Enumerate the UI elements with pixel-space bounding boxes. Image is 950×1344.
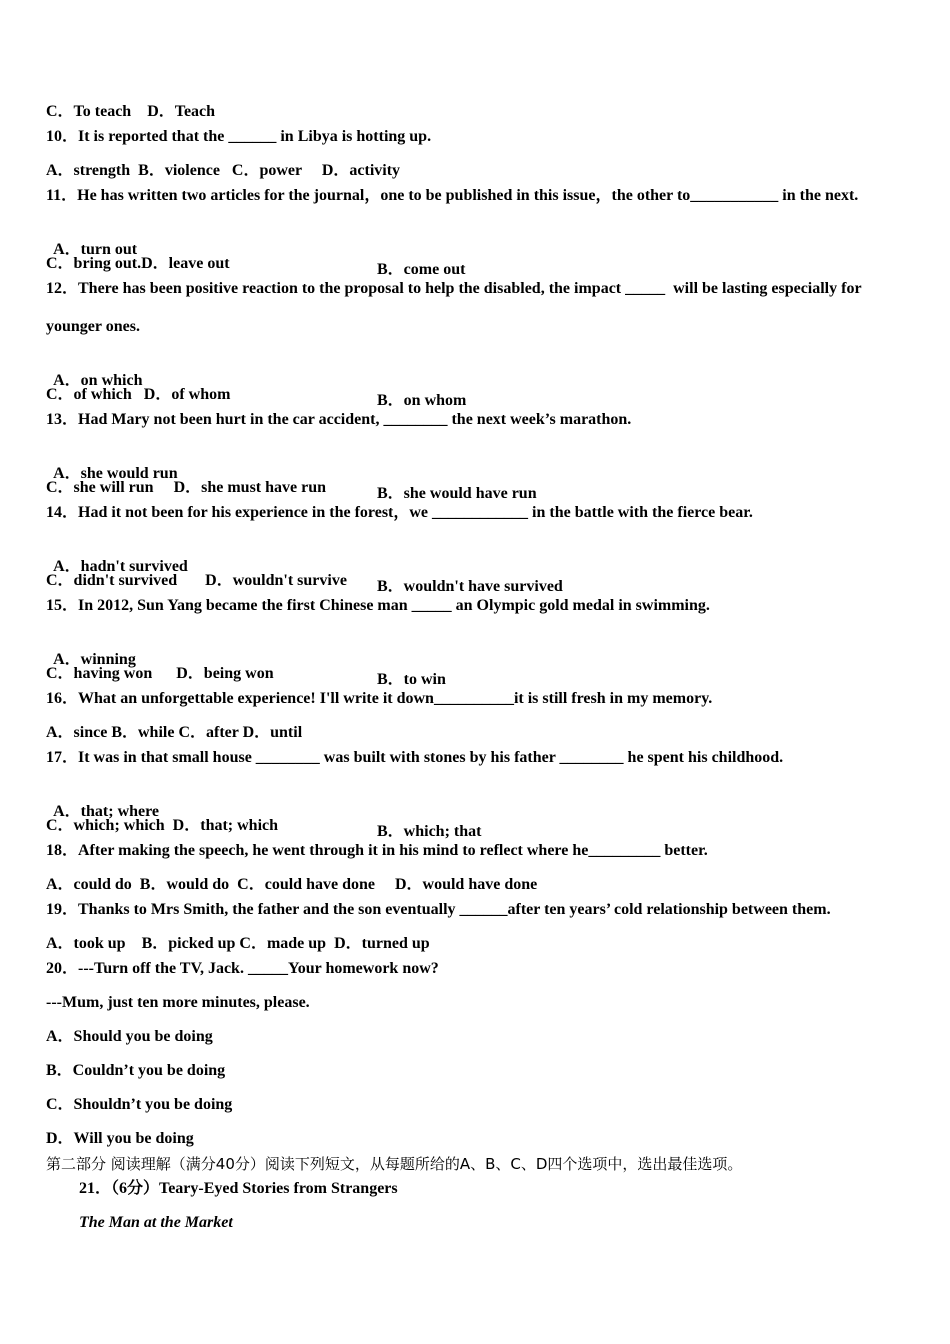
q9-options-cd: C．To teach D．Teach [46,103,216,120]
question-12: 12．There has been positive reaction to the proposal to help the disabled, the impact _____ will be lasting especially for [46,280,862,297]
q20-option-b: B．Couldn’t you be doing [46,1062,226,1079]
question-10: 10．It is reported that the ______ in Libya is hotting up. [46,128,432,145]
question-20: 20．---Turn off the TV, Jack. _____Your homework now? [46,960,439,977]
question-16: 16．What an unforgettable experience! I'll write it down__________it is still fresh in my memory. [46,690,713,707]
question-12-continued: younger ones. [46,318,140,335]
question-15: 15．In 2012, Sun Yang became the first Chinese man _____ an Olympic gold medal in swimming. [46,597,710,614]
q17-options-cd: C．which; which D．that; which [46,817,279,834]
q18-options: A．could do B．would do C．could have done D．would have done [46,876,538,893]
passage-subtitle: The Man at the Market [79,1214,233,1231]
q20-option-c: C．Shouldn’t you be doing [46,1096,233,1113]
q20-option-a: A．Should you be doing [46,1028,213,1045]
q12-option-a: A．on which [53,372,143,389]
q13-options-cd: C．she will run D．she must have run [46,479,327,496]
q15-options-cd: C．having won D．being won [46,665,274,682]
question-14: 14．Had it not been for his experience in the forest，we ____________ in the battle with the fierce bear. [46,504,753,521]
question-19: 19．Thanks to Mrs Smith, the father and the son eventually ______after ten years’ cold relationship between them. [46,901,831,918]
q11-options-cd: C．bring out.D．leave out [46,255,230,272]
question-13: 13．Had Mary not been hurt in the car accident, ________ the next week’s marathon. [46,411,632,428]
q12-option-b: B．on whom [377,392,467,409]
q12-options-cd: C．of which D．of whom [46,386,231,403]
question-18: 18．After making the speech, he went through it in his mind to reflect where he_________ better. [46,842,708,859]
q14-option-a: A．hadn't survived [53,558,188,575]
q16-options: A．since B．while C．after D．until [46,724,303,741]
q10-options: A．strength B．violence C．power D．activity [46,162,401,179]
question-11: 11．He has written two articles for the journal，one to be published in this issue，the other to___________ in the next. [46,187,859,204]
q15-option-a: A．winning [53,651,136,668]
q11-option-b: B．come out [377,261,466,278]
q17-option-b: B．which; that [377,823,482,840]
q14-option-b: B．wouldn't have survived [377,578,563,595]
question-17: 17．It was in that small house ________ was built with stones by his father ________ he spent his childhood. [46,749,784,766]
question-21-title: 21．（6分）Teary-Eyed Stories from Strangers [79,1180,398,1197]
q19-options: A．took up B．picked up C．made up D．turned up [46,935,430,952]
q13-option-a: A．she would run [53,465,178,482]
part-two-heading: 第二部分 阅读理解（满分40分）阅读下列短文，从每题所给的A、B、C、D四个选项中，选出最佳选项。 [46,1155,743,1173]
q17-option-a: A．that; where [53,803,160,820]
q15-option-b: B．to win [377,671,446,688]
q13-option-b: B．she would have run [377,485,537,502]
q20-option-d: D．Will you be doing [46,1130,194,1147]
q11-option-a: A．turn out [53,241,138,258]
question-20-reply: ---Mum, just ten more minutes, please. [46,994,310,1011]
q14-options-cd: C．didn't survived D．wouldn't survive [46,572,347,589]
